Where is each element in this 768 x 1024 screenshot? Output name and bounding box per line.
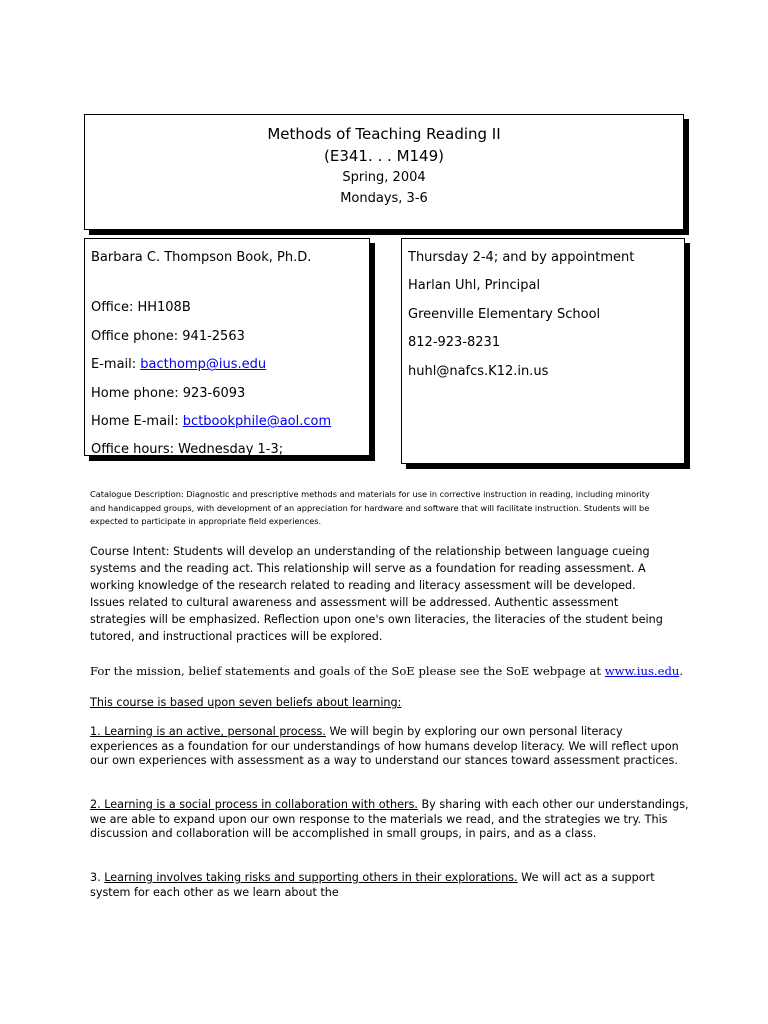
belief-heading: 1. Learning is an active, personal process. xyxy=(90,725,326,738)
belief-body: We will act as a support system for each other as we learn about the xyxy=(90,871,655,899)
office-hours-continued: Thursday 2-4; and by appointment xyxy=(408,250,635,265)
course-schedule: Mondays, 3-6 xyxy=(340,191,428,206)
course-intent: Course Intent: Students will develop an understanding of the relationship between language cueing systems and the reading act. This relationship will serve as a foundation for reading assessment. A working knowledge of the research related to reading and literacy assessment will be developed. Issues related to cultural awareness and assessment will be addressed. Authentic assessment strategies will be emphasized. Reflection upon one's own literacies, the literacies of the student being tutored, and instructional practices will be explored. xyxy=(90,545,663,643)
mission-paragraph xyxy=(90,662,690,680)
principal-name: Harlan Uhl, Principal xyxy=(408,278,541,294)
soe-webpage-link[interactable]: www.ius.edu xyxy=(604,664,680,678)
belief-body: By sharing with each other our understandings, we are able to expand upon our own response to the materials we read, and the strategies we try. This discussion and collaboration will be accomplished in small groups, in pairs, and as a class. xyxy=(90,798,689,841)
school-phone: 812-923-8231 xyxy=(408,335,501,351)
email-label: E-mail: xyxy=(91,357,141,373)
mission-text: For the mission, belief statements and goals of the SoE please see the SoE webpage at xyxy=(90,664,605,678)
school-name: Greenville Elementary School xyxy=(408,306,601,322)
home-email-link[interactable]: bctbookphile@aol.com xyxy=(182,414,332,430)
office-phone: Office phone: 941-2563 xyxy=(91,328,245,344)
home-email-row xyxy=(91,408,369,436)
email-row xyxy=(91,351,369,379)
course-title-box xyxy=(84,114,684,230)
principal-email: huhl@nafcs.K12.in.us xyxy=(408,363,549,379)
office-hours: Office hours: Wednesday 1-3; xyxy=(91,442,284,458)
belief-heading: 2. Learning is a social process in collaboration with others. xyxy=(90,798,418,811)
office-location: Office: HH108B xyxy=(91,300,191,316)
instructor-name: Barbara C. Thompson Book, Ph.D. xyxy=(91,250,312,265)
belief-item xyxy=(90,725,690,769)
belief-item xyxy=(90,798,690,842)
belief-heading: Learning involves taking risks and supporting others in their explorations. xyxy=(104,871,518,884)
instructor-info-box xyxy=(84,238,370,456)
belief-item xyxy=(90,871,690,900)
course-term: Spring, 2004 xyxy=(342,170,426,185)
beliefs-intro: This course is based upon seven beliefs about learning: xyxy=(90,696,402,709)
home-phone: Home phone: 923-6093 xyxy=(91,385,246,401)
home-email-label: Home E-mail: xyxy=(91,414,183,430)
course-codes: (E341. . . M149) xyxy=(324,147,444,165)
belief-body: We will begin by exploring our own personal literacy experiences as a foundation for our understandings of how humans develop literacy. We will reflect upon our own experiences with assessment as a way to understand our stances toward assessment practices. xyxy=(90,725,679,768)
belief-number: 3. xyxy=(90,871,105,884)
catalogue-description: Catalogue Description: Diagnostic and prescriptive methods and materials for use in corrective instruction in reading, including minority and handicapped groups, with development of an appreciation for hardware and software that will facilitate instruction. Students will be expected to participate in appropriate field experiences. xyxy=(90,489,650,526)
email-link[interactable]: bacthomp@ius.edu xyxy=(140,357,267,373)
mission-end: . xyxy=(679,664,684,678)
contact-info-box xyxy=(401,238,685,464)
course-title: Methods of Teaching Reading II xyxy=(267,125,501,143)
